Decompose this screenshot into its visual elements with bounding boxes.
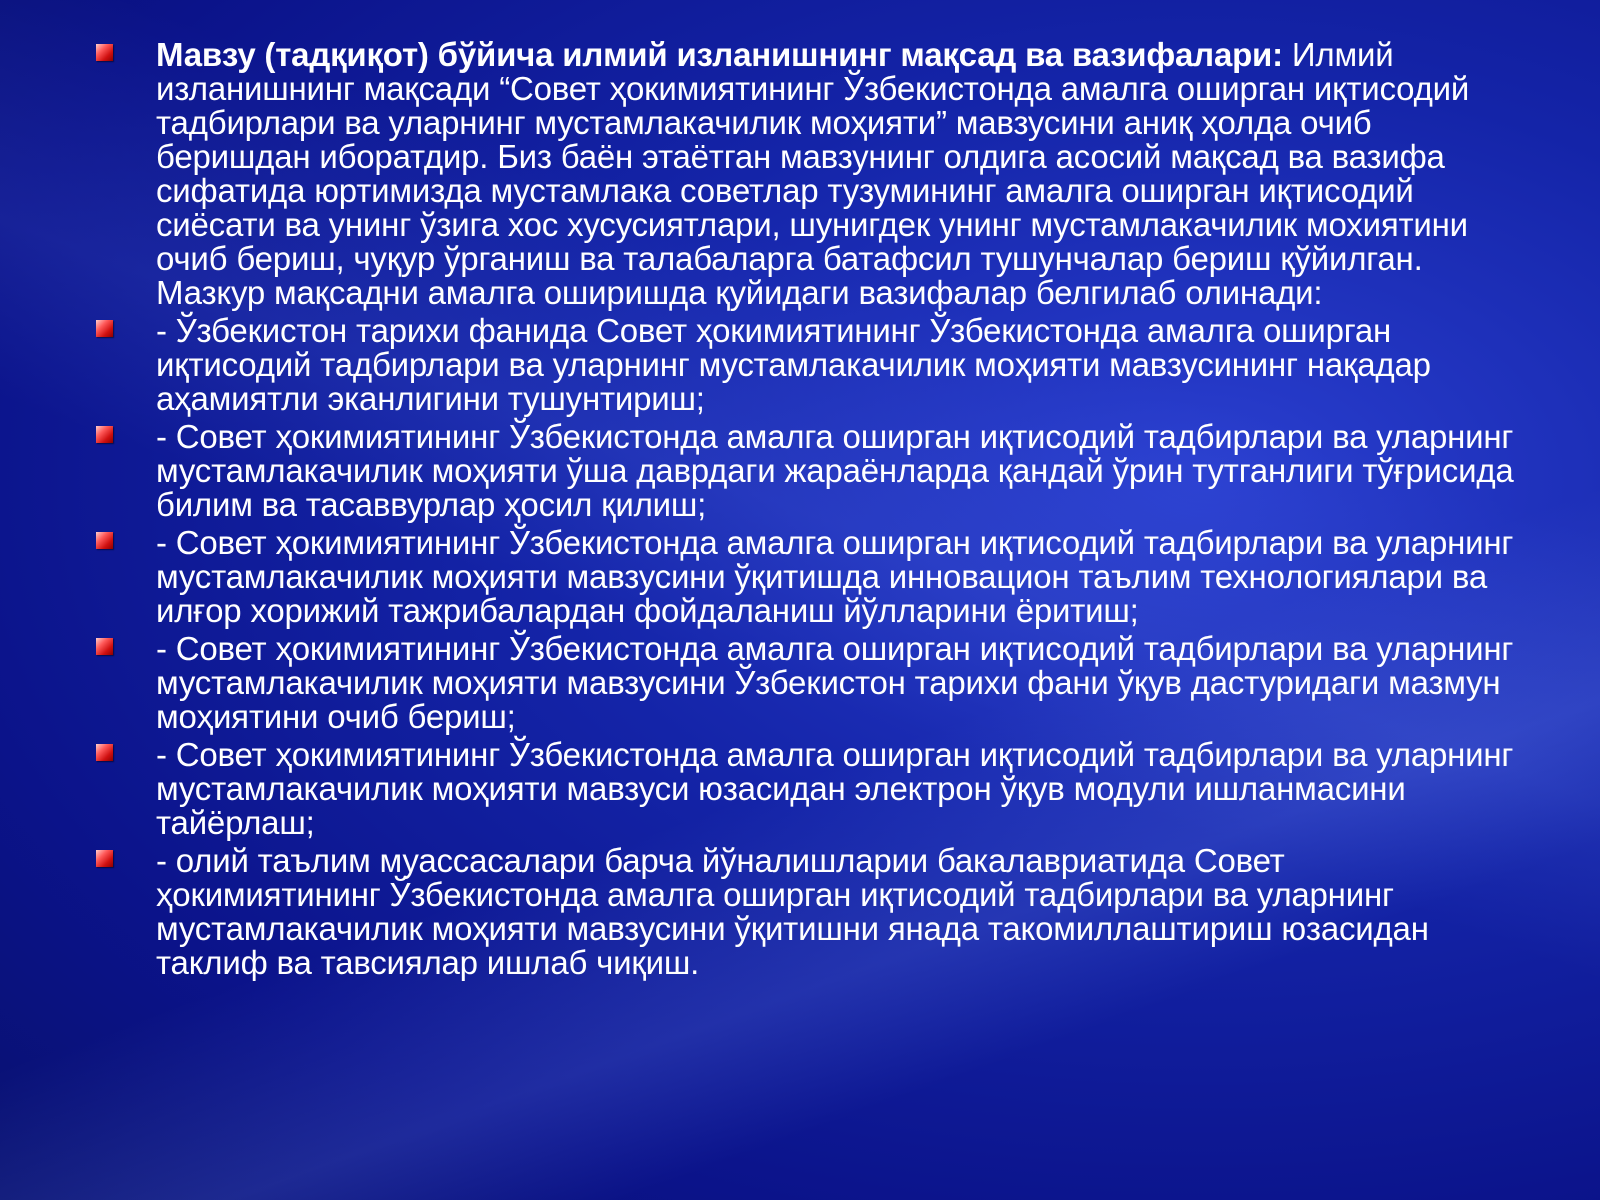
bullet-item-task-1 — [96, 314, 1516, 416]
bullet-item-task-2 — [96, 420, 1516, 522]
bullet-text: - Совет ҳокимиятининг Ўзбекистонда амалга оширган иқтисодий тадбирлари ва уларнинг мустамлакачилик моҳияти ўша даврдаги жараёнларда қандай ўрин тутганлиги тўғрисида билим ва тасаввурлар ҳосил қилиш; — [156, 418, 1514, 523]
bullet-item-goal — [96, 38, 1516, 310]
square-bullet-icon — [96, 320, 113, 337]
square-bullet-icon — [96, 426, 113, 443]
square-bullet-icon — [96, 44, 113, 61]
bullet-item-task-6 — [96, 844, 1516, 980]
square-bullet-icon — [96, 850, 113, 867]
bullet-text: - Совет ҳокимиятининг Ўзбекистонда амалга оширган иқтисодий тадбирлари ва уларнинг мустамлакачилик моҳияти мавзуси юзасидан электрон ўқув модули ишланмасини тайёрлаш; — [156, 736, 1514, 841]
bullet-item-task-3 — [96, 526, 1516, 628]
bullet-text: - Ўзбекистон тарихи фанида Совет ҳокимиятининг Ўзбекистонда амалга оширган иқтисодий тадбирлари ва уларнинг мустамлакачилик моҳияти мавзусининг нақадар аҳамиятли эканлигини тушунтириш; — [156, 312, 1431, 417]
bullet-lead: Мавзу (тадқиқот) бўйича илмий изланишнинг мақсад ва вазифалари: — [156, 36, 1283, 73]
bullet-list — [96, 38, 1516, 984]
bullet-item-task-4 — [96, 632, 1516, 734]
bullet-item-task-5 — [96, 738, 1516, 840]
bullet-text: - олий таълим муассасалари барча йўналишларии бакалавриатида Совет ҳокимиятининг Ўзбекистонда амалга оширган иқтисодий тадбирлари ва уларнинг мустамлакачилик моҳияти мавзусини ўқитишни янада такомиллаштириш юзасидан таклиф ва тавсиялар ишлаб чиқиш. — [156, 842, 1429, 981]
bullet-text: - Совет ҳокимиятининг Ўзбекистонда амалга оширган иқтисодий тадбирлари ва уларнинг мустамлакачилик моҳияти мавзусини ўқитишда инновацион таълим технологиялари ва илғор хорижий тажрибалардан фойдаланиш йўлларини ёритиш; — [156, 524, 1514, 629]
square-bullet-icon — [96, 532, 113, 549]
square-bullet-icon — [96, 744, 113, 761]
square-bullet-icon — [96, 638, 113, 655]
bullet-text: - Совет ҳокимиятининг Ўзбекистонда амалга оширган иқтисодий тадбирлари ва уларнинг мустамлакачилик моҳияти мавзусини Ўзбекистон тарихи фани ўқув дастуридаги мазмун моҳиятини очиб бериш; — [156, 630, 1514, 735]
bullet-text: Илмий изланишнинг мақсади “Совет ҳокимиятининг Ўзбекистонда амалга оширган иқтисодий тадбирлари ва уларнинг мустамлакачилик моҳияти” мавзусини аниқ ҳолда очиб беришдан иборатдир. Биз баён этаётган мавзунинг олдига асосий мақсад ва вазифа сифатида юртимизда мустамлака советлар тузумининг амалга оширган иқтисодий сиёсати ва унинг ўзига хос хусусиятлари, шунигдек унинг мустамлакачилик мохиятини очиб бериш, чуқур ўрганиш ва талабаларга батафсил тушунчалар бериш қўйилган. Мазкур мақсадни амалга оширишда қуйидаги вазифалар белгилаб олинади: — [156, 36, 1470, 311]
